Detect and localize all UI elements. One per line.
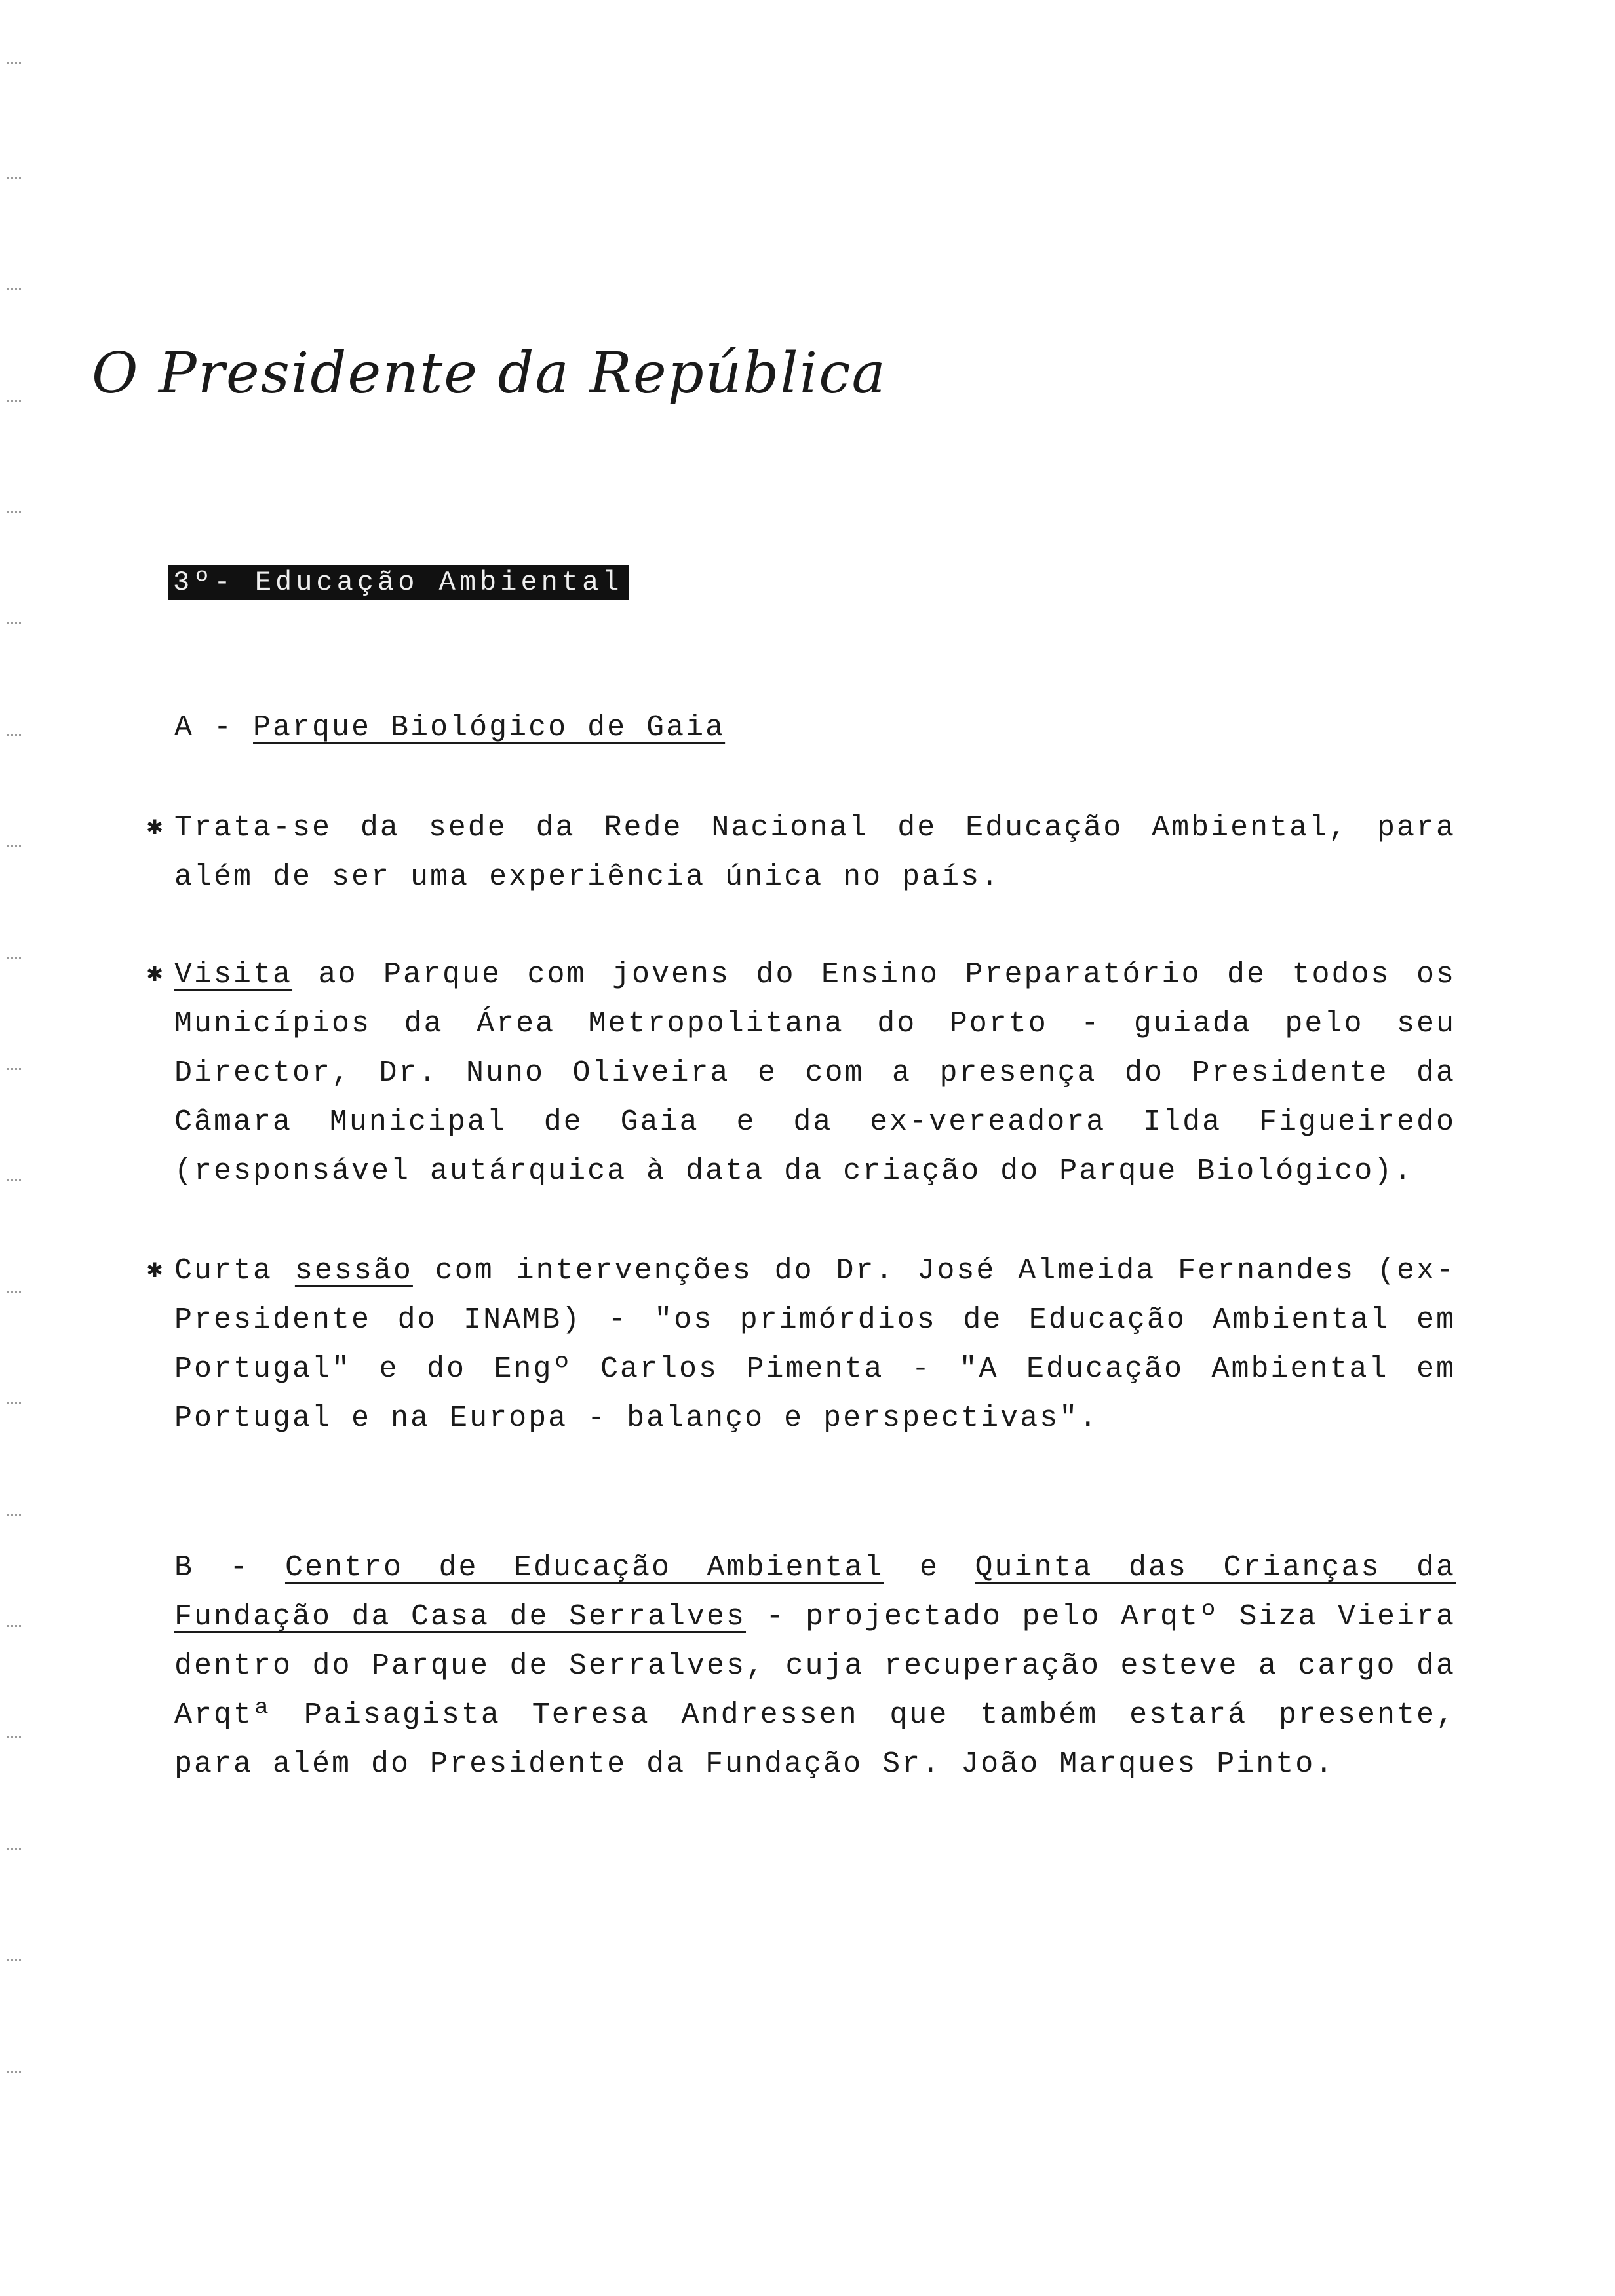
section-heading: 3º- Educação Ambiental: [168, 565, 629, 600]
margin-mark: [7, 622, 21, 624]
part-b-title-2: Quinta das Crianças da Fundação da Casa de Serralves: [174, 1551, 1456, 1634]
margin-mark: [7, 2071, 21, 2073]
margin-mark: [7, 511, 21, 513]
margin-mark: [7, 1625, 21, 1627]
bullet-text: ao Parque com jovens do Ensino Preparatório de todos os Municípios da Área Metropolitana do Porto - guiada pelo seu Director, Dr. Nuno Oliveira e com a presença do Presidente da Câmara Municipal de Gaia e da ex-vereadora Ilda Figueiredo (responsável autárquica à data da criação do Parque Biológico).: [174, 958, 1456, 1188]
margin-mark: [7, 1402, 21, 1404]
bullet-lead-word: sessão: [294, 1254, 413, 1288]
margin-mark: [7, 1736, 21, 1738]
letterhead: O Presidente da República: [92, 341, 887, 406]
margin-mark: [7, 1291, 21, 1293]
bullet-paragraph: [147, 803, 1456, 902]
part-b-title-1: Centro de Educação Ambiental: [284, 1551, 884, 1584]
asterisk-icon: ✱: [147, 1256, 165, 1286]
bullet-paragraph: [147, 1246, 1456, 1443]
part-b-paragraph: [174, 1543, 1456, 1789]
part-a-title: Parque Biológico de Gaia: [253, 711, 726, 744]
margin-mark: [7, 845, 21, 847]
bullet-text: Trata-se da sede da Rede Nacional de Educação Ambiental, para além de ser uma experiência única no país.: [174, 811, 1456, 894]
margin-mark: [7, 62, 21, 64]
part-a-heading: [174, 711, 725, 744]
asterisk-icon: ✱: [147, 960, 165, 989]
margin-mark: [7, 1514, 21, 1516]
bullet-pre-text: Curta: [174, 1254, 295, 1288]
part-a-label: A -: [174, 711, 234, 744]
left-margin-marks: [0, 0, 26, 2296]
margin-mark: [7, 177, 21, 179]
margin-mark: [7, 734, 21, 736]
margin-mark: [7, 957, 21, 959]
margin-mark: [7, 1179, 21, 1181]
part-b-connector: e: [884, 1551, 975, 1584]
bullet-lead-word: Visita: [174, 958, 293, 991]
margin-mark: [7, 1068, 21, 1070]
margin-mark: [7, 1848, 21, 1850]
bullet-paragraph: [147, 950, 1456, 1196]
margin-mark: [7, 1959, 21, 1961]
asterisk-icon: ✱: [147, 813, 165, 843]
part-b-label: B -: [174, 1551, 250, 1584]
part-b-text: - projectado pelo Arqtº Siza Vieira dentro do Parque de Serralves, cuja recuperação esteve a cargo da Arqtª Paisagista Teresa Andressen que também estará presente, para além do Presidente da Fundação Sr. João Marques Pinto.: [174, 1600, 1456, 1781]
bullet-text: com intervenções do Dr. José Almeida Fernandes (ex-Presidente do INAMB) - "os primórdios de Educação Ambiental em Portugal" e do Engº Carlos Pimenta - "A Educação Ambiental em Portugal e na Europa - balanço e perspectivas".: [174, 1254, 1456, 1435]
margin-mark: [7, 400, 21, 402]
margin-mark: [7, 288, 21, 290]
